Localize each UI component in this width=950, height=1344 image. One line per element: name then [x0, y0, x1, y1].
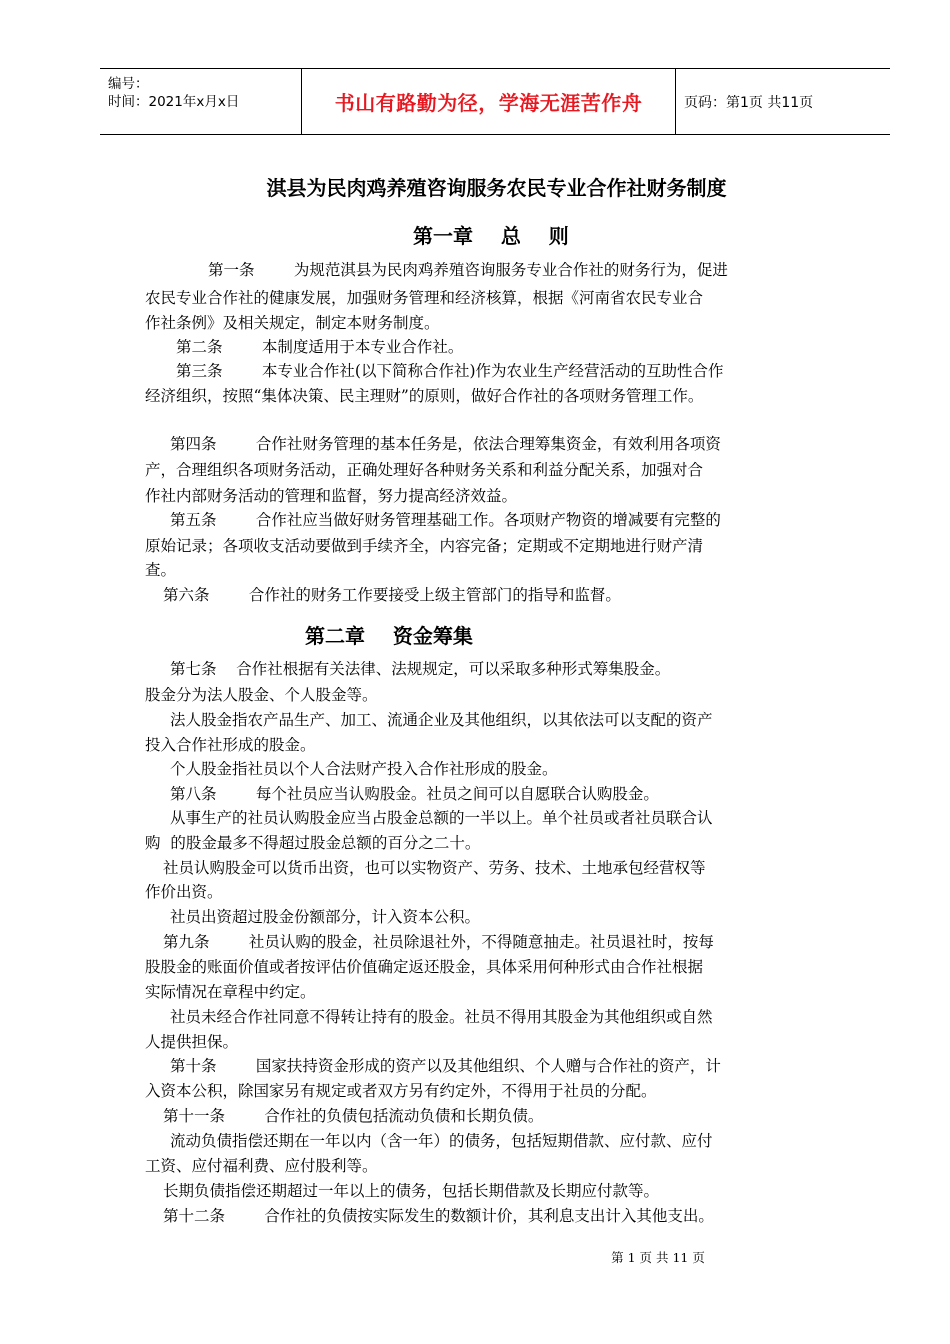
text-line: 第五条 合作社应当做好财务管理基础工作。各项财产物资的增减要有完整的 — [170, 511, 721, 529]
text-line: 第七条 合作社根据有关法律、法规规定，可以采取多种形式筹集股金。 — [170, 660, 671, 678]
text-line: 产，合理组织各项财务活动，正确处理好各种财务关系和利益分配关系，加强对合 — [145, 461, 704, 479]
text-line: 股金分为法人股金、个人股金等。 — [145, 686, 378, 704]
chapter-heading-2: 第二章 资金筹集 — [305, 624, 473, 648]
text-line: 投入合作社形成的股金。 — [145, 736, 316, 754]
document-title: 淇县为民肉鸡养殖咨询服务农民专业合作社财务制度 — [266, 176, 727, 200]
text-line: 第十一条 合作社的负债包括流动负债和长期负债。 — [163, 1107, 544, 1125]
header-meta — [100, 69, 301, 134]
text-line: 入资本公积，除国家另有规定或者双方另有约定外，不得用于社员的分配。 — [145, 1082, 657, 1100]
text-line: 购 的股金最多不得超过股金总额的百分之二十。 — [145, 834, 481, 852]
text-line: 社员出资超过股金份额部分，计入资本公积。 — [170, 908, 481, 926]
document-number-label: 编号： — [108, 76, 149, 92]
text-line: 第二条 本制度适用于本专业合作社。 — [176, 338, 464, 356]
text-line: 法人股金指农产品生产、加工、流通企业及其他组织，以其依法可以支配的资产 — [170, 711, 713, 729]
text-line: 作社条例》及相关规定，制定本财务制度。 — [145, 314, 440, 332]
text-line: 查。 — [145, 561, 177, 579]
text-line: 第十二条 合作社的负债按实际发生的数额计价，其利息支出计入其他支出。 — [163, 1207, 714, 1225]
header-motto-cell — [301, 69, 676, 134]
text-line: 流动负债指偿还期在一年以内（含一年）的债务，包括短期借款、应付款、应付 — [170, 1132, 713, 1150]
text-line: 第一条 为规范淇县为民肉鸡养殖咨询服务专业合作社的财务行为，促进 — [208, 261, 728, 279]
text-line: 股股金的账面价值或者按评估价值确定返还股金，具体采用何种形式由合作社根据 — [145, 958, 704, 976]
text-line: 农民专业合作社的健康发展，加强财务管理和经济核算，根据《河南省农民专业合 — [145, 289, 704, 307]
text-line: 第十条 国家扶持资金形成的资产以及其他组织、个人赠与合作社的资产，计 — [170, 1057, 721, 1075]
chapter-heading-1: 第一章 总 则 — [413, 224, 569, 248]
header-table — [100, 68, 890, 135]
text-line: 工资、应付福利费、应付股利等。 — [145, 1157, 378, 1175]
text-line: 作价出资。 — [145, 883, 223, 901]
text-line: 作社内部财务活动的管理和监督，努力提高经济效益。 — [145, 487, 518, 505]
text-line: 第六条 合作社的财务工作要接受上级主管部门的指导和监督。 — [163, 586, 621, 604]
text-line: 第三条 本专业合作社(以下简称合作社)作为农业生产经营活动的互助性合作 — [176, 362, 724, 380]
text-line: 社员未经合作社同意不得转让持有的股金。社员不得用其股金为其他组织或自然 — [170, 1008, 713, 1026]
text-line: 原始记录；各项收支活动要做到手续齐全，内容完备；定期或不定期地进行财产清 — [145, 537, 704, 555]
header-motto: 书山有路勤为径，学海无涯苦作舟 — [334, 91, 643, 115]
text-line: 人提供担保。 — [145, 1033, 239, 1051]
page-footer: 第 1 页 共 11 页 — [611, 1250, 705, 1265]
text-line: 第四条 合作社财务管理的基本任务是，依法合理筹集资金，有效利用各项资 — [170, 435, 721, 453]
text-line: 长期负债指偿还期超过一年以上的债务，包括长期借款及长期应付款等。 — [163, 1182, 660, 1200]
header-page-info: 页码：第1页 共11页 — [684, 94, 814, 111]
text-line: 实际情况在章程中约定。 — [145, 983, 316, 1001]
text-line: 从事生产的社员认购股金应当占股金总额的一半以上。单个社员或者社员联合认 — [170, 809, 713, 827]
text-line: 第九条 社员认购的股金，社员除退社外，不得随意抽走。社员退社时，按每 — [163, 933, 714, 951]
text-line: 经济组织，按照“集体决策、民主理财”的原则，做好合作社的各项财务管理工作。 — [145, 387, 704, 405]
text-line: 社员认购股金可以货币出资，也可以实物资产、劳务、技术、土地承包经营权等 — [163, 859, 706, 877]
document-time-label: 时间：2021年x月x日 — [108, 94, 240, 110]
text-line: 个人股金指社员以个人合法财产投入合作社形成的股金。 — [170, 760, 558, 778]
text-line: 第八条 每个社员应当认购股金。社员之间可以自愿联合认购股金。 — [170, 785, 659, 803]
